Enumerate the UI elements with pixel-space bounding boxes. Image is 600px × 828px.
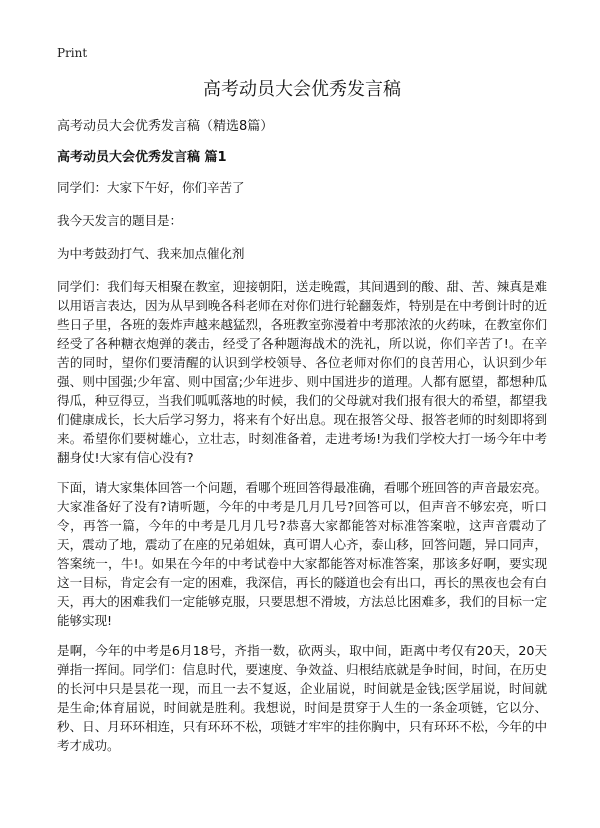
- paragraph-greeting: 同学们：大家下午好，你们辛苦了: [57, 180, 245, 195]
- paragraph-body-2: 下面，请大家集体回答一个问题，看哪个班回答得最准确，看哪个班回答的声音最宏亮。大家准备好了没有?请听题，今年的中考是几月几号?回答可以，但声音不够宏亮，听口令，再答一篇，今年的中考是几月几号?恭喜大家都能答对标准答案啦，这声音震动了天，震动了地，震动了在座的兄弟姐妹，真可谓人心齐，泰山移，回答问题，异口同声，答案统一，牛!。如果在今年的中考试卷中大家都能答对标准答案，那该多好啊，要实现这一目标，肯定会有一定的困难，我深信，再长的隧道也会有出口，再长的黑夜也会有白天，再大的困难我们一定能够克服，只要思想不滑坡，方法总比困难多，我们的目标一定能够实现!: [57, 480, 547, 628]
- document-body: [57, 78, 547, 766]
- section-heading: 高考动员大会优秀发言稿 篇1: [57, 150, 227, 165]
- print-label: Print: [57, 46, 88, 60]
- paragraph-topic: 为中考鼓劲打气、我来加点催化剂: [57, 246, 245, 261]
- document-subtitle: 高考动员大会优秀发言稿（精选8篇）: [57, 119, 274, 134]
- paragraph-topic-intro: 我今天发言的题目是：: [57, 213, 182, 228]
- paragraph-body-3: 是啊，今年的中考是6月18号，齐指一数，砍两头，取中间，距离中考仅有20天，20天弹指一挥间。同学们：信息时代，要速度、争效益、归根结底就是争时间，时间，在历史的长河中只是昙花一现，而且一去不复返，企业届说，时间就是金钱;医学届说，时间就是生命;体育届说，时间就是胜利。我想说，时间是贯穿于人生的一条金项链，它以分、秒、日、月环环相连，只有环环不松，项链才牢牢的挂你胸中，只有环环不松，今年的中考才成功。: [57, 643, 547, 753]
- paragraph-body-1: 同学们：我们每天相聚在教室，迎接朝阳，送走晚霞，其间遇到的酸、甜、苦、辣真是难以用语言表达，因为从早到晚各科老师在对你们进行轮翻轰炸，特别是在中考倒计时的近些日子里，各班的轰炸声越来越猛烈，各班教室弥漫着中考那浓浓的火药味，在教室你们经受了各种糖衣炮弹的袭击，经受了各种题海战术的洗礼，所以说，你们辛苦了!。在辛苦的同时，望你们要清醒的认识到学校领导、各位老师对你们的良苦用心，认识到少年强、则中国强;少年富、则中国富;少年进步、则中国进步的道理。人都有愿望，都想种瓜得瓜，种豆得豆，当我们呱呱落地的时候，我们的父母就对我们报有很大的希望，都望我们健康成长，长大后学习努力，将来有个好出息。现在报答父母、报答老师的时刻即将到来。希望你们要树雄心，立壮志，时刻准备着，走进考场!为我们学校大打一场今年中考翻身仗!大家有信心没有?: [57, 279, 547, 465]
- document-title: 高考动员大会优秀发言稿: [203, 79, 401, 100]
